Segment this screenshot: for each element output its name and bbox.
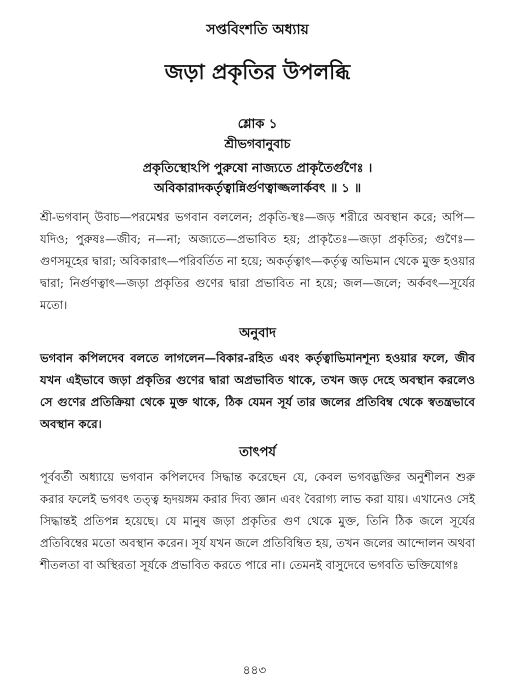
verse-text [40,158,475,198]
page-content [40,18,475,576]
verse-line: প্রকৃতিস্থোঽপি পুরুষো নাজ্যতে প্রাকৃতৈর্গুণৈঃ । [142,160,373,175]
verse-line: অবিকারাদকর্তৃত্বান্নির্গুণত্বাজ্জলার্কবৎ ॥ ১ ॥ [153,180,362,195]
translation-text: ভগবান কপিলদেব বলতে লাগলেন—বিকার-রহিত এবং কর্তৃত্বাভিমানশূন্য হওয়ার ফলে, জীব যখন এইভাবে জড়া প্রকৃতির গুণের দ্বারা অপ্রভাবিত থাকে, তখন জড় দেহে অবস্থান করলেও সে গুণের প্রতিক্রিয়া থেকে মুক্ত থাকে, ঠিক যেমন সূর্য তার জলের প্রতিবিম্ব থেকে স্বতন্ত্রভাবে অবস্থান করে। [40,351,475,431]
chapter-title: জড়া প্রকৃতির উপলব্ধি [164,59,351,84]
page-number: ৪৪৩ [242,663,267,677]
chapter-subtitle: সপ্তবিংশতি অধ্যায় [206,22,309,38]
purport-text: পূর্ববর্তী অধ্যায়ে ভগবান কপিলদেব সিদ্ধান্ত করেছেন যে, কেবল ভগবদ্ভক্তির অনুশীলন শুরু করার ফলেই ভগবৎ তত্ত্ব হৃদয়ঙ্গম করার দিব্য জ্ঞান এবং বৈরাগ্য লাভ করা যায়। এখানেও সেই সিদ্ধান্তই প্রতিপন্ন হয়েছে। যে মানুষ জড়া প্রকৃতির গুণ থেকে মুক্ত, তিনি ঠিক জলে সূর্যের প্রতিবিম্বের মতো অবস্থান করেন। সূর্য যখন জলে প্রতিবিম্বিত হয়, তখন জলের আন্দোলন অথবা শীতলতা বা অস্থিরতা সূর্যকে প্রভাবিত করতে পারে না। তেমনই বাসুদেবে ভগবতি ভক্তিযোগঃ [40,470,475,572]
verse-speaker: শ্রীভগবানুবাচ [224,136,291,151]
word-meanings: শ্রী-ভগবান্ উবাচ—পরমেশ্বর ভগবান বললেন; প্রকৃতি-স্থঃ—জড় শরীরে অবস্থান করে; অপি—যদিও; পুরুষঃ—জীব; ন—না; অজ্যতে—প্রভাবিত হয়; প্রাকৃতৈঃ—জড়া প্রকৃতির; গুণৈঃ—গুণসমূহের দ্বারা; অবিকারাৎ—পরিবর্তিত না হয়ে; অকর্তৃত্বাৎ—কর্তৃত্ব অভিমান থেকে মুক্ত হওয়ার দ্বারা; নির্গুণত্বাৎ—জড়া প্রকৃতির গুণের দ্বারা প্রভাবিত না হয়ে; জল—জলে; অর্কবৎ—সূর্যের মতো। [40,210,475,312]
purport-heading: তাৎপর্য [239,445,276,460]
verse-label: শ্লোক ১ [237,117,278,132]
translation-heading: অনুবাদ [239,326,276,341]
